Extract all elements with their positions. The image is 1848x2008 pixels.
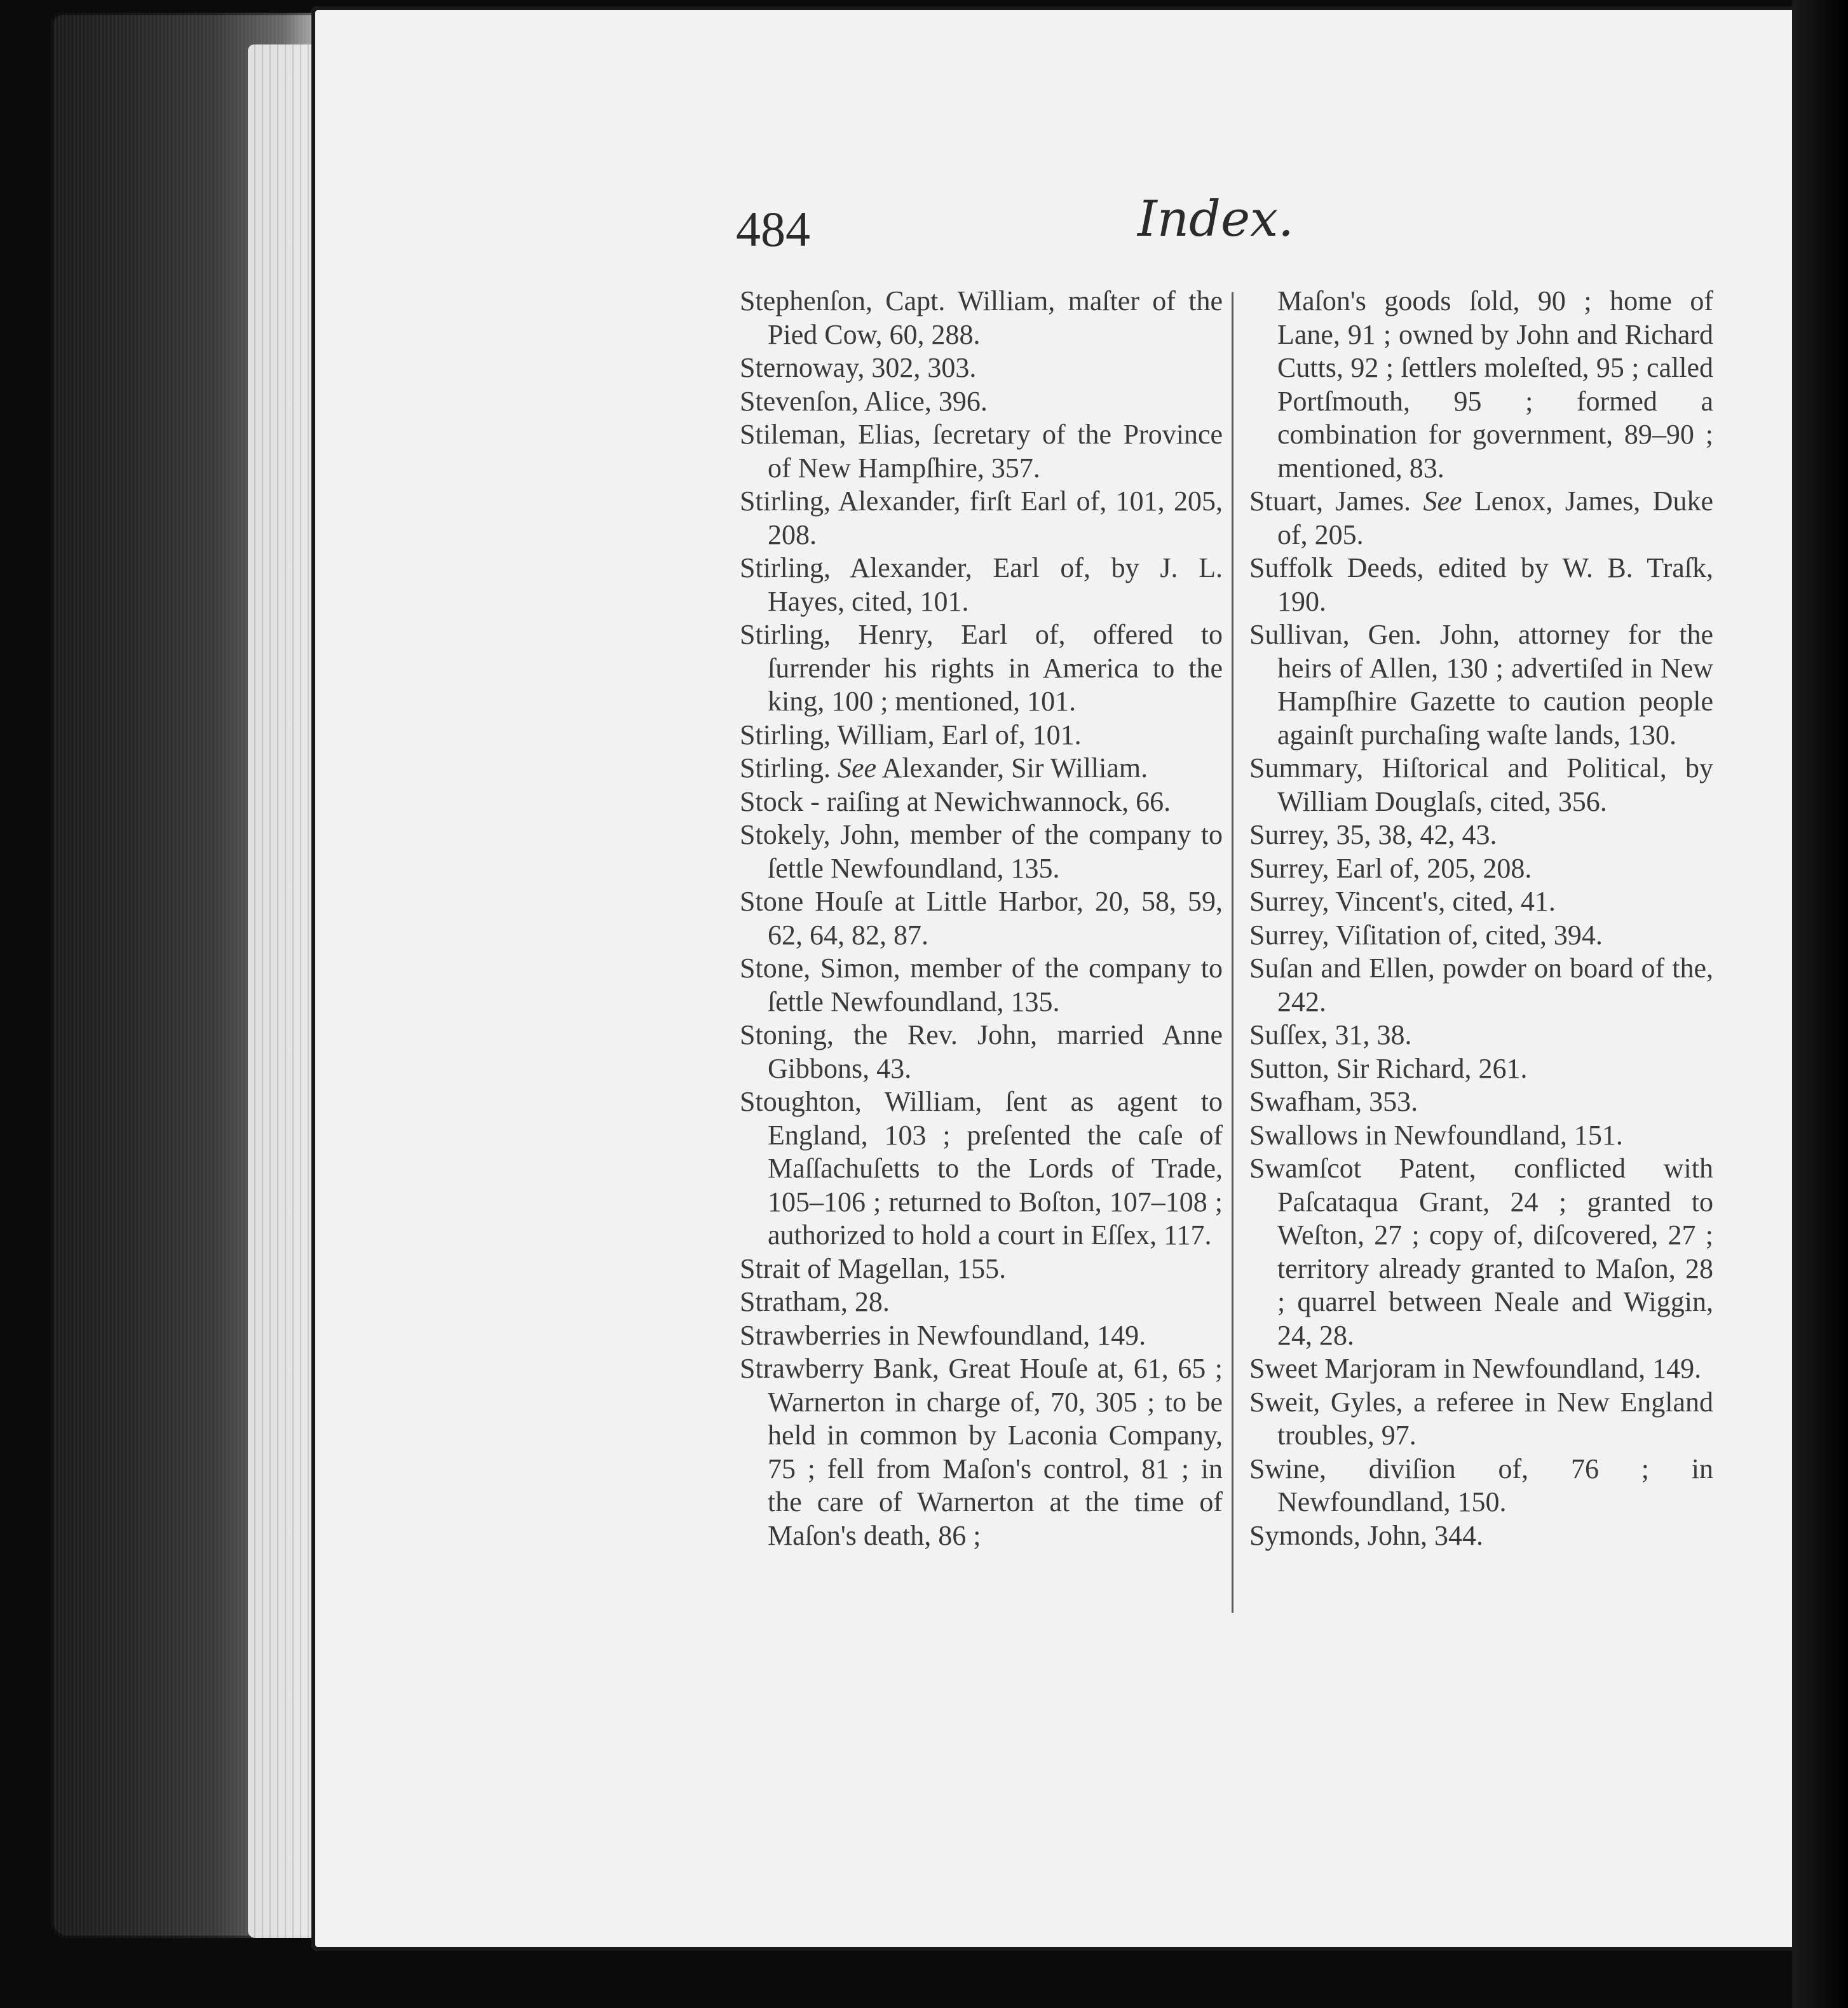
index-entry: Stileman, Elias, ſecretary of the Province of New Hampſhire, 357.	[740, 419, 1223, 484]
index-entry: Suſſex, 31, 38.	[1249, 1019, 1412, 1050]
index-entry: Surrey, 35, 38, 42, 43.	[1249, 819, 1497, 850]
page-number: 484	[736, 201, 810, 257]
index-entry: Stevenſon, Alice, 396.	[740, 385, 988, 417]
index-entry: Symonds, John, 344.	[1249, 1519, 1483, 1551]
index-entry: Sutton, Sir Richard, 261.	[1249, 1052, 1528, 1084]
index-entry: Stone Houſe at Little Harbor, 20, 58, 59, 62, 64, 82, 87.	[740, 886, 1223, 951]
index-entry: Surrey, Earl of, 205, 208.	[1249, 852, 1532, 884]
column-divider	[1232, 292, 1233, 1613]
index-entry: Summary, Hiſtorical and Political, by William Douglaſs, cited, 356.	[1249, 752, 1713, 817]
index-column-right	[1249, 285, 1713, 1552]
index-entry: Sullivan, Gen. John, attorney for the heirs of Allen, 130 ; advertiſed in New Hampſhire Gazette to caution people againſt purchaſing waſte lands, 130.	[1249, 619, 1713, 750]
index-entry: Swine, diviſion of, 76 ; in Newfoundland, 150.	[1249, 1453, 1713, 1517]
index-entry: Swallows in Newfoundland, 151.	[1249, 1119, 1623, 1151]
index-entry: Strawberry Bank, Great Houſe at, 61, 65 ; Warnerton in charge of, 70, 305 ; to be held in common by Laconia Company, 75 ; fell from Maſon's control, 81 ; in the care of Warnerton at the time of Maſon's death, 86 ;	[740, 1353, 1223, 1551]
entry-text: Stuart, James.	[1249, 485, 1423, 517]
entry-text: Stirling.	[740, 752, 838, 784]
index-entry: Stratham, 28.	[740, 1286, 890, 1317]
index-entry	[740, 752, 1223, 785]
index-entry: Stirling, William, Earl of, 101.	[740, 719, 1082, 750]
index-entry: Strait of Magellan, 155.	[740, 1252, 1007, 1284]
index-entry-continuation: Maſon's goods ſold, 90 ; home of Lane, 91 ; owned by John and Richard Cutts, 92 ; ſettlers moleſted, 95 ; called Portſmouth, 95 ; formed a combination for government, 89–90 ; mentioned, 83.	[1277, 285, 1713, 484]
index-entry: Sweit, Gyles, a referee in New England troubles, 97.	[1249, 1386, 1713, 1451]
index-entry: Stock - raiſing at Newichwannock, 66.	[740, 785, 1171, 817]
entry-text: Lenox, James, Duke of, 205.	[1277, 485, 1713, 550]
index-entry: Swamſcot Patent, conflicted with Paſcataqua Grant, 24 ; granted to Weſton, 27 ; copy of, diſcovered, 27 ; territory already granted to Maſon, 28 ; quarrel between Neale and Wiggin, 24, 28.	[1249, 1153, 1713, 1351]
index-entry: Suſan and Ellen, powder on board of the, 242.	[1249, 953, 1713, 1017]
see-reference: See	[1423, 485, 1462, 517]
index-entry: Stokely, John, member of the company to ſettle Newfoundland, 135.	[740, 819, 1223, 884]
entry-text: Alexander, Sir William.	[876, 752, 1148, 784]
index-entry: Surrey, Viſitation of, cited, 394.	[1249, 919, 1603, 951]
index-entry: Stirling, Alexander, Earl of, by J. L. Hayes, cited, 101.	[740, 552, 1223, 617]
index-entry: Surrey, Vincent's, cited, 41.	[1249, 886, 1556, 917]
index-entry: Suffolk Deeds, edited by W. B. Traſk, 190.	[1249, 552, 1713, 617]
index-entry: Swafham, 353.	[1249, 1086, 1418, 1117]
index-entry: Sternoway, 302, 303.	[740, 352, 977, 383]
index-column-left	[740, 285, 1223, 1552]
page-title: Index.	[1138, 191, 1294, 248]
see-reference: See	[838, 752, 877, 784]
index-entry: Stirling, Alexander, firſt Earl of, 101, 205, 208.	[740, 485, 1223, 550]
index-entry: Sweet Marjoram in Newfoundland, 149.	[1249, 1353, 1702, 1384]
index-entry: Stone, Simon, member of the company to ſettle Newfoundland, 135.	[740, 953, 1223, 1017]
index-entry: Strawberries in Newfoundland, 149.	[740, 1319, 1146, 1351]
index-entry: Stirling, Henry, Earl of, offered to ſurrender his rights in America to the king, 100 ; mentioned, 101.	[740, 619, 1223, 717]
index-entry: Stoning, the Rev. John, married Anne Gibbons, 43.	[740, 1019, 1223, 1084]
right-shadow	[1792, 0, 1848, 2008]
index-entry: Stephenſon, Capt. William, maſter of the Pied Cow, 60, 288.	[740, 285, 1223, 350]
index-entry: Stoughton, William, ſent as agent to England, 103 ; preſented the caſe of Maſſachuſetts to the Lords of Trade, 105–106 ; returned to Boſton, 107–108 ; authorized to hold a court in Eſſex, 117.	[740, 1086, 1223, 1251]
index-entry	[1249, 485, 1713, 552]
